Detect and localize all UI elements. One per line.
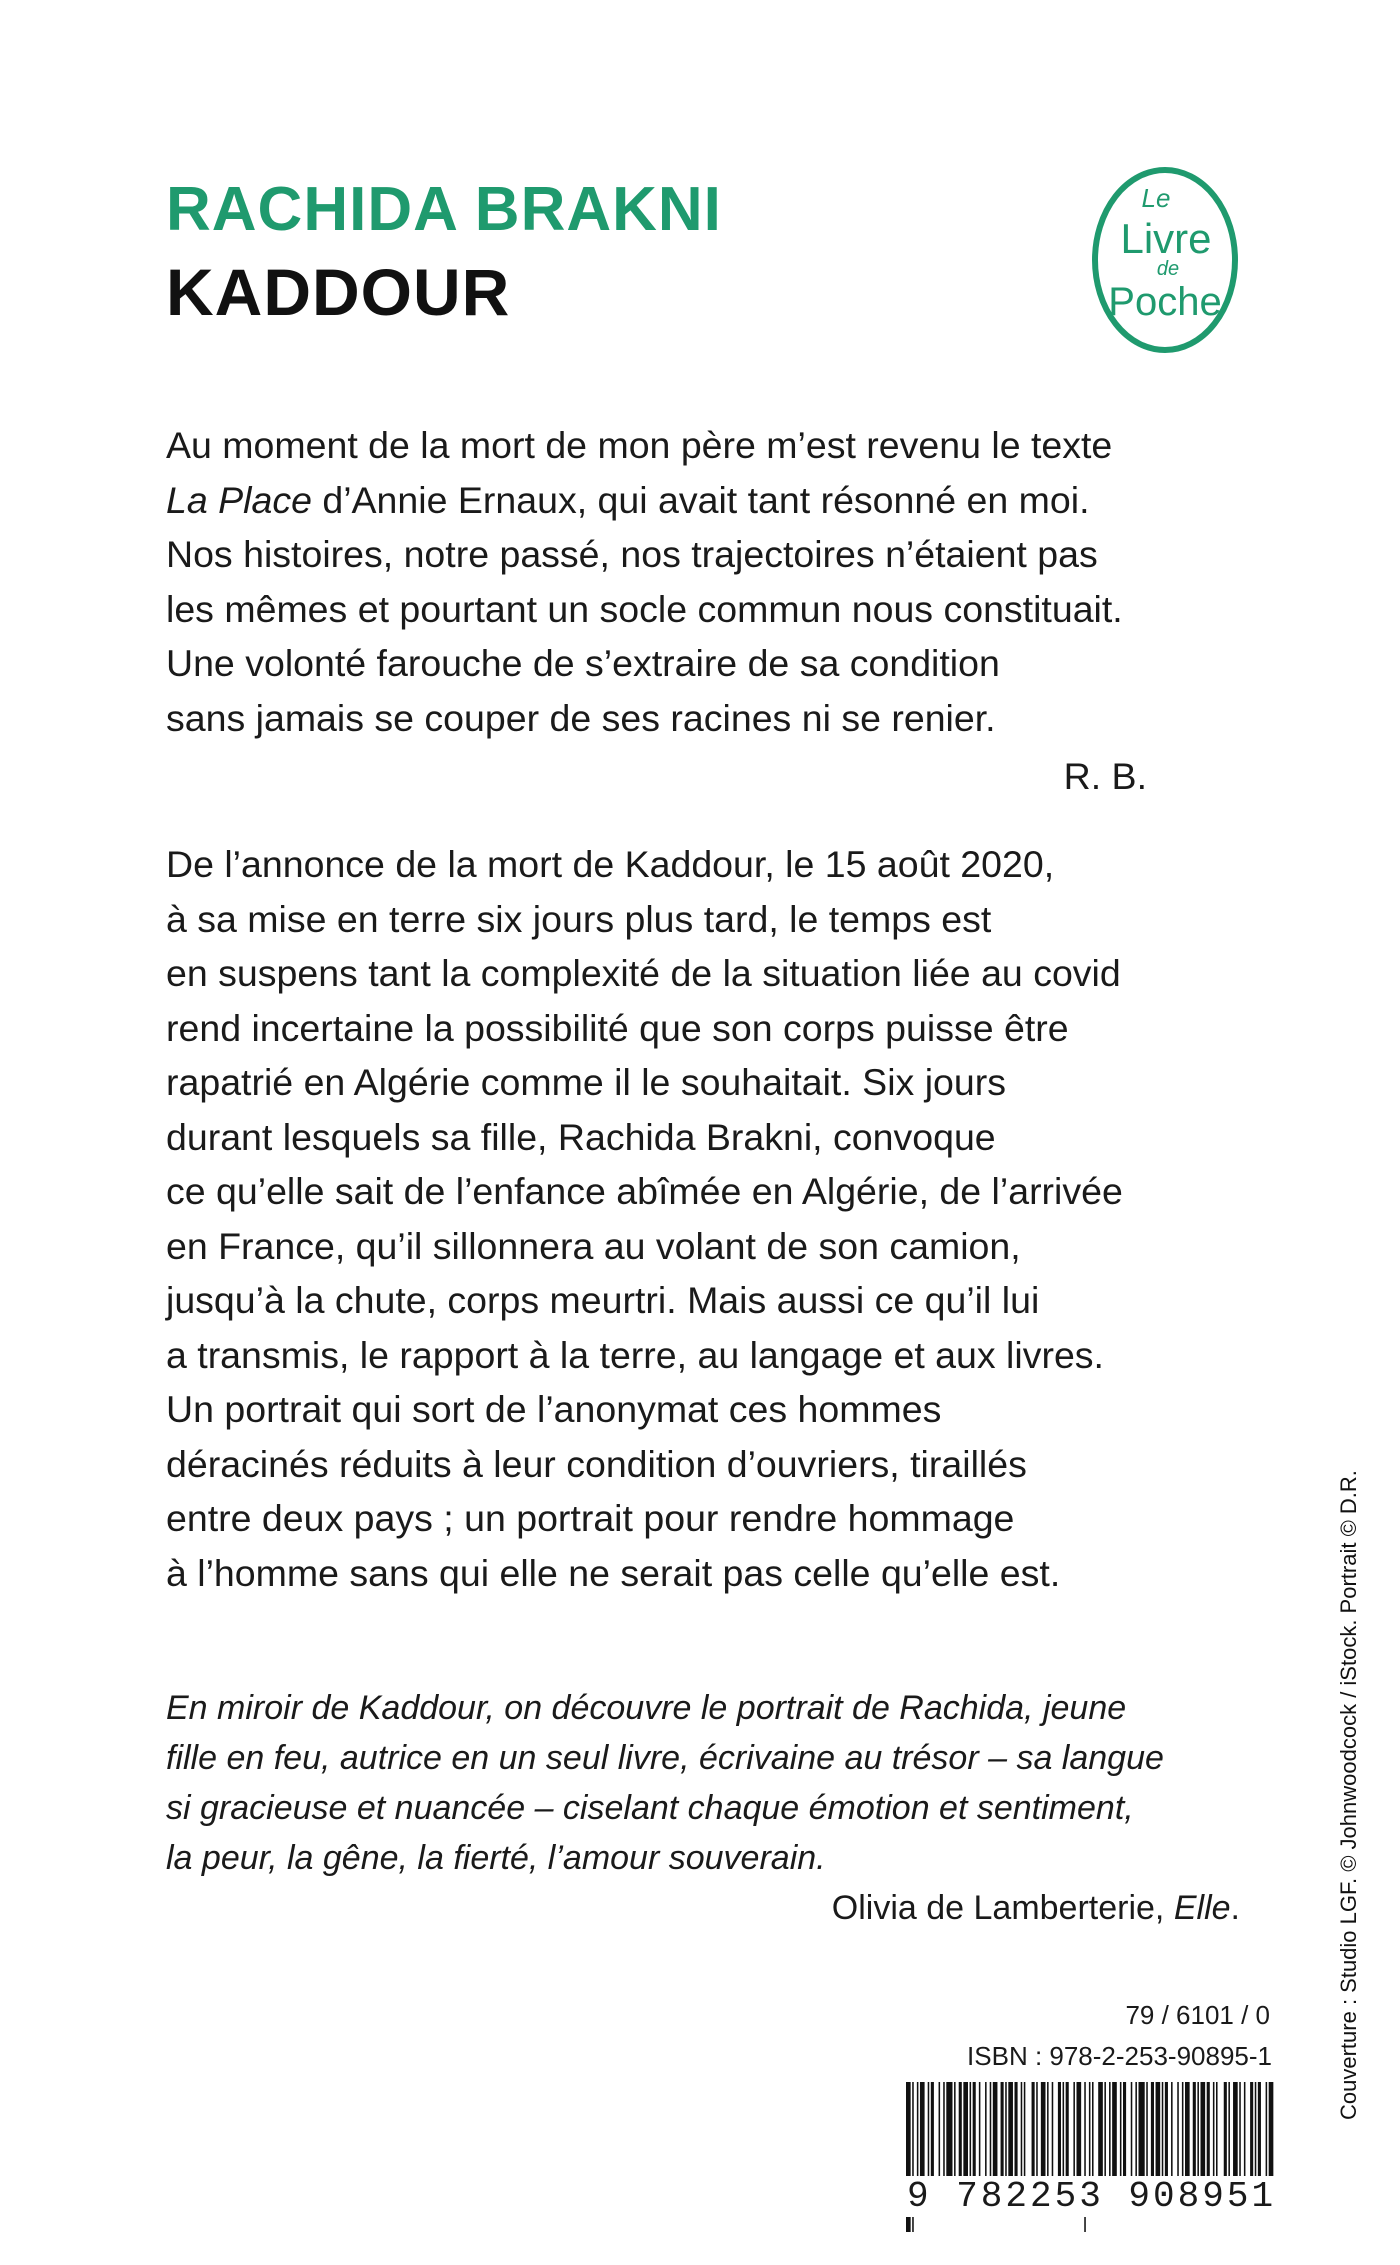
logo-de: de <box>1156 258 1180 280</box>
barcode-digit-text: 9 782253 908951 <box>907 2176 1277 2217</box>
review-line: En miroir de Kaddour, on découvre le portrait de Rachida, jeune <box>166 1689 1127 1727</box>
book-title: KADDOUR <box>166 255 511 329</box>
livre-de-poche-logo <box>1090 165 1240 355</box>
excerpt-signature: R. B. <box>1063 755 1147 797</box>
excerpt-line: Au moment de la mort de mon père m’est revenu le texte <box>166 424 1113 466</box>
summary-line: entre deux pays ; un portrait pour rendre hommage <box>166 1497 1015 1539</box>
summary-line: ce qu’elle sait de l’enfance abîmée en Algérie, de l’arrivée <box>166 1170 1123 1212</box>
excerpt-line: Nos histoires, notre passé, nos trajectoires n’étaient pas <box>166 533 1098 575</box>
isbn-number: ISBN : 978-2-253-90895-1 <box>967 2041 1272 2071</box>
cover-credit: Couverture : Studio LGF. © Johnwoodcock / iStock. Portrait © D.R. <box>1336 1470 1361 2120</box>
excerpt-line: Une volonté farouche de s’extraire de sa condition <box>166 642 1000 684</box>
catalog-code: 79 / 6101 / 0 <box>1125 2000 1270 2030</box>
press-review-quote <box>166 1683 1164 1883</box>
review-line: fille en feu, autrice en un seul livre, écrivaine au trésor – sa langue <box>166 1739 1164 1777</box>
review-line: la peur, la gêne, la fierté, l’amour souverain. <box>166 1839 826 1877</box>
logo-le: Le <box>1141 183 1171 213</box>
excerpt-italic-title: La Place <box>166 478 312 521</box>
summary-paragraph <box>166 837 1123 1600</box>
summary-line: en France, qu’il sillonnera au volant de son camion, <box>166 1224 1021 1267</box>
summary-line: rapatrié en Algérie comme il le souhaitait. Six jours <box>166 1061 1006 1103</box>
summary-line: rend incertaine la possibilité que son corps puisse être <box>166 1006 1069 1049</box>
summary-line: Un portrait qui sort de l’anonymat ces hommes <box>166 1388 942 1430</box>
logo-livre: Livre <box>1120 215 1212 262</box>
excerpt-line <box>166 473 1123 528</box>
summary-line: déracinés réduits à leur condition d’ouvriers, tiraillés <box>166 1442 1027 1485</box>
author-name: RACHIDA BRAKNI <box>166 175 722 244</box>
review-line: si gracieuse et nuancée – ciselant chaque émotion et sentiment, <box>166 1789 1134 1827</box>
excerpt-line-rest: d’Annie Ernaux, qui avait tant résonné en moi. <box>322 478 1090 521</box>
isbn-barcode <box>900 2082 1280 2242</box>
summary-line: à l’homme sans qui elle ne serait pas celle qu’elle est. <box>166 1551 1061 1594</box>
author-excerpt <box>166 418 1123 745</box>
logo-poche: Poche <box>1108 280 1222 324</box>
review-publication: Elle <box>1173 1889 1231 1927</box>
barcode-digits <box>905 2177 1278 2217</box>
excerpt-line: sans jamais se couper de ses racines ni se renier. <box>166 696 996 739</box>
summary-line: a transmis, le rapport à la terre, au langage et aux livres. <box>166 1333 1104 1376</box>
summary-line: jusqu’à la chute, corps meurtri. Mais aussi ce qu’il lui <box>166 1279 1040 1321</box>
excerpt-line: les mêmes et pourtant un socle commun nous constituait. <box>166 587 1123 630</box>
summary-line: De l’annonce de la mort de Kaddour, le 15 août 2020, <box>166 843 1055 885</box>
summary-line: à sa mise en terre six jours plus tard, le temps est <box>166 897 992 940</box>
summary-line: durant lesquels sa fille, Rachida Brakni, convoque <box>166 1115 996 1158</box>
summary-line: en suspens tant la complexité de la situation liée au covid <box>166 952 1121 994</box>
reviewer-name: Olivia de Lamberterie, <box>831 1889 1165 1927</box>
review-attribution <box>832 1883 1240 1933</box>
review-end-punct: . <box>1230 1889 1240 1927</box>
